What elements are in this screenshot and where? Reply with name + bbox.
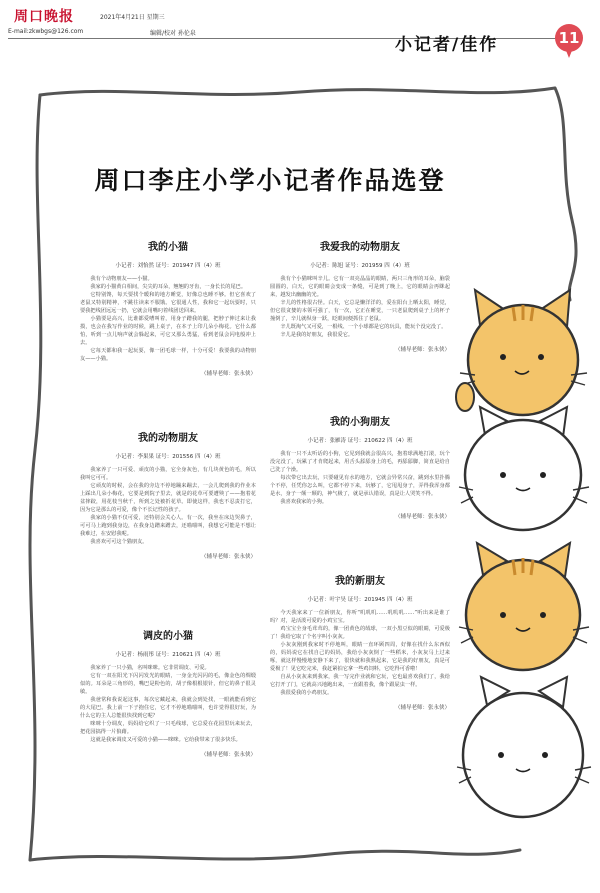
white-cat-icon — [459, 407, 589, 530]
paragraph: 我有个动物朋友——小猫。 — [90, 276, 153, 282]
paragraph: 每次带它出去玩，只要碰见有水的地方，它就会异常兴奋，跳到水里扑腾个不停，任凭你怎么叫，它都不停下来，玩够了，它甩甩身子，弄得我浑身都是水，身子一颠一颠的，神气极了，就是承认错误，真是让人哭笑不得。 — [270, 475, 450, 497]
article-title: 我的小猫 — [148, 242, 188, 253]
article-title: 我的新朋友 — [335, 576, 385, 587]
paragraph: 我喜欢可可这个猫朋友。 — [90, 539, 148, 545]
teacher-credit: （辅导老师：张永侠） — [394, 514, 450, 520]
article-title: 我的动物朋友 — [138, 433, 198, 444]
article-byline: 小记者：张雁涛 证号：210622 四（4）班 — [307, 438, 413, 444]
paragraph: 小猫要是高兴，比谁都爱嘈叫着，用身子蹭我的腿，把脖子伸过来让我摸，也会在我写作业的时候，跳上桌子，在本子上印几朵小梅花。它什么都怕，听到一点儿响声就会躲起来，可它又那么勇猛，看到老鼠会闪电般冲上去。 — [80, 316, 256, 346]
teacher-credit: （辅导老师：张永侠） — [394, 347, 450, 353]
paragraph: 它特别馋，每天要找个暖和的地方睡觉，好像总也睡不够。但它喜欢了老鼠又特别精神，不跳往读来不服饿。它很通人性，我和它一起玩耍时，只要我把线团远远一扔，它就会用嘴叼着线团送回来。 — [80, 292, 256, 314]
newspaper-logo: 周口晚报 — [14, 9, 74, 25]
article-title: 调皮的小猫 — [143, 631, 193, 642]
main-title: 周口李庄小学小记者作品选登 — [94, 166, 446, 195]
article-my-puppy-friend — [270, 413, 450, 520]
article-my-animal-friend — [80, 429, 256, 560]
paragraph: 小灰灰刚到我家时不停地叫，眼睛一直环顾四周，好像在找什么东西似的，妈妈说它在找自己的妈妈，我给小灰灰倒了一些稻米，小灰灰马上过来啄，就这样慢慢地安静下来了，很快就和我熟起来，它是我的好朋友，真是可爱极了！见它吃完米，我赶紧拍它拿一些鸡饲料，它吃得可香啦！ — [270, 642, 450, 672]
paragraph: 这就是我家调皮又可爱的小猫——咪咪。它给我带来了很多快乐。 — [90, 737, 241, 743]
section-title: 小记者/佳作 — [395, 35, 499, 55]
orange-cat-icon — [459, 543, 589, 670]
teacher-credit: （辅导老师：张永侠） — [394, 705, 450, 711]
editor-credit: 编辑/校对 孙伦泉 — [150, 30, 196, 37]
paragraph: 自从小灰灰来到我家，我一写完作业就和它玩，它也最喜欢我们了，我给它打开了门，它就高兴地跑出来，一直跟着我，像个跟屁虫一样。 — [270, 674, 450, 688]
article-byline: 小记者：杨雨彤 证号：210621 四（4）班 — [115, 652, 221, 658]
article-i-love-my-animal-friend — [270, 238, 450, 353]
article-byline: 小记者：陈旭 证号：201959 四（4）班 — [310, 263, 410, 269]
issue-date: 2021年4月21日 星期三 — [100, 14, 165, 21]
paragraph: 我有一只不太听话的小狗，它见到我就会很高兴，抱着球满地打滚，玩个没完没了，玩累了才肯爬起来，用舌头舔舔身上的毛，再舔舔脚，简直是给自己洗了个澡。 — [270, 451, 450, 473]
teacher-credit: （辅导老师：张永侠） — [200, 554, 256, 560]
paragraph: 我有个小猫咪叫辛儿。它有一双亮晶晶的眼睛，两只三角形的耳朵，脑袋圆圆的，白天，它的眼睛会变成一条缝，可是到了晚上，它的眼睛会再眯起来，越发出幽幽的光。 — [270, 276, 450, 298]
paragraph: 鸡宝宝全身毛茸茸的，像一团黄色的绒球，一双小黑豆似的眼睛，可爱极了！我给它取了个名字叫小灰灰。 — [270, 626, 450, 640]
teacher-credit: （辅导老师：张永侠） — [200, 752, 256, 758]
page-number-badge: 11 — [555, 24, 583, 52]
article-title: 我的小狗朋友 — [330, 417, 390, 428]
paragraph: 我家的小猫黄白相间，尖尖的耳朵，翘翘的牙齿，一身长长的尾巴。 — [90, 284, 247, 290]
paragraph: 我家养了一只可爱、顽皮的小猫，它全身灰色，有几块黄色的毛，所以我叫它可可。 — [80, 467, 256, 481]
article-body — [80, 275, 256, 363]
paragraph: 辛儿是我的好朋友，我很爱它。 — [280, 332, 354, 338]
paragraph: 我家的小猫不仅可爱，还特别会关心人。有一次，我坐在床边哭鼻子，可可马上跑到我身边，在我身边蹭来蹭去，还喵喵叫，我想它可能是不想让我难过，在安慰我呢。 — [80, 515, 256, 537]
paragraph: 我爸常和我说起这事，每次它藏起来，我就会到处找，一眼就能看到它的大尾巴。我上前一下子抱住它，它才不停地喵喵叫，也许觉得很好玩，为什么它的主人总能很快找到它呢？ — [80, 697, 256, 719]
article-title: 我爱我的动物朋友 — [320, 242, 400, 253]
paragraph: 辛儿既淘气又可爱，一根线、一个小球都是它的玩具，能玩个没完没了。 — [280, 324, 447, 330]
orange-cat-icon — [456, 290, 587, 415]
paragraph: 我喜欢我家的小狗。 — [280, 499, 328, 505]
article-byline: 小记者：叶宇昊 证号：201945 四（4）班 — [307, 597, 413, 603]
paragraph: 它每天都和我一起玩耍，像一团毛球一样，十分可爱！我要我的动物朋友——小猫。 — [80, 348, 256, 362]
paragraph: 我很爱我的小鸡朋友。 — [280, 690, 333, 696]
article-byline: 小记者：李果果 证号：201556 四（4）班 — [115, 454, 221, 460]
article-my-kitten — [80, 238, 256, 377]
article-body — [80, 664, 256, 744]
article-body — [270, 609, 450, 697]
article-naughty-kitten — [80, 627, 256, 758]
white-cat-icon — [457, 677, 591, 817]
paragraph: 今天我家来了一位新朋友，你听“叽叽叽……叽叽叽……”听出来是谁了吗？对，是活泼可爱的小鸡宝宝。 — [270, 610, 450, 624]
paragraph: 它有一双在阳光下闪闪发光的眼睛，一身金光闪闪的毛，像金色的绸缎似的。耳朵是三角形的，嘴巴是粉色的，胡子像根根银针，但它的鼻子很灵敏。 — [80, 673, 256, 695]
article-my-new-friend — [270, 572, 450, 711]
paragraph: 辛儿的性格很古怪。白天，它总是懒洋洋的，爱在阳台上晒太阳，睡觉，但它很贪婪的本领可强了，有一次，它正在睡觉，一只老鼠爬到桌子上的杯子撞倒了，辛儿就纵身一跃，眨眼间便抓住了老鼠。 — [270, 300, 450, 322]
stacked-cats-illustration — [455, 285, 595, 845]
article-byline: 小记者：刘怡然 证号：201947 四（4）班 — [115, 263, 221, 269]
paragraph: 我家养了一只小猫，名叫咪咪。它非常调皮、可爱。 — [90, 665, 210, 671]
paragraph: 它顽皮的时候，会在我的旁边不停地蹦来蹦去，一会儿爬到我的作业本上踩出几朵小梅花，它要是到院子里去，就是的花草可要遭殃了——抱着花盆摔跤，用花枝当秋千，所到之处被折花草。即使这样，我也不忍责打它，因为它是那么的可爱，像个不长记性的孩子。 — [80, 483, 256, 513]
article-body — [270, 450, 450, 506]
teacher-credit: （辅导老师：张永侠） — [200, 371, 256, 377]
article-body — [80, 466, 256, 546]
paragraph: 咪咪十分调皮，妈妈给它织了一只毛线球，它总爱在花园里玩来玩去，把花园搞得一片狼藉。 — [80, 721, 256, 735]
contact-email: E-mail:zkwbgs@126.com — [8, 28, 84, 35]
article-body — [270, 275, 450, 339]
